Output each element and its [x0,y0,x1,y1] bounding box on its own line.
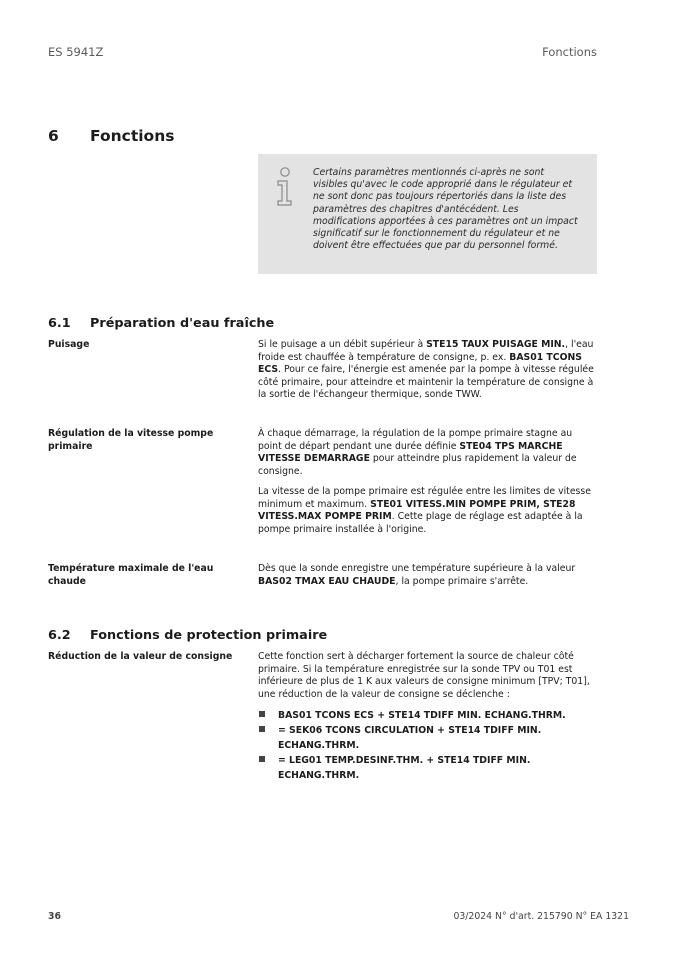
info-note-box [258,154,597,274]
chapter-title: Fonctions [90,127,175,145]
section-6-1-title: Préparation d'eau fraîche [90,316,275,331]
text-regulation-p1: À chaque démarrage, la régulation de la pompe primaire stagne au point de départ pendant une durée définie STE04 TPS MARCHE VITESSE DEMARRAGE pour atteindre plus rapidement la valeur de consigne. [258,428,577,477]
setpoint-bullet-list [258,708,608,783]
header-doc-id: ES 5941Z [48,45,104,59]
section-6-2-number: 6.2 [48,628,71,643]
label-regulation-vitesse: Régulation de la vitesse pompe primaire [48,428,214,452]
info-icon [274,167,296,207]
bullet-square-icon [259,756,265,762]
page-number: 36 [48,911,61,922]
text-reduction-consigne: Cette fonction sert à décharger fortement la source de chaleur côté primaire. Si la température enregistrée sur la sonde TPV ou T01 est inférieure de plus de 1 K aux valeurs de consigne minimum [TPV; T01], une réduction de la valeur de consigne se déclenche : [258,651,590,700]
chapter-number: 6 [48,127,59,145]
bullet-square-icon [259,726,265,732]
list-item: = SEK06 TCONS CIRCULATION + STE14 TDIFF MIN. ECHANG.THRM. [258,723,608,753]
note-text: Certains paramètres mentionnés ci-après ne sont visibles qu'avec le code approprié dans le régulateur et ne sont donc pas toujours répertoriés dans la liste des paramètres des chapitres d'antécédent. Les modifications apportées à ces paramètres ont un impact significatif sur le fonctionnement du régulateur et ne doivent être effectuées que par du personnel formé. [313,167,578,252]
list-item: = LEG01 TEMP.DESINF.THM. + STE14 TDIFF MIN. ECHANG.THRM. [258,753,608,783]
label-puisage: Puisage [48,339,90,350]
list-item: BAS01 TCONS ECS + STE14 TDIFF MIN. ECHANG.THRM. [258,708,608,723]
section-6-2-title: Fonctions de protection primaire [90,628,328,643]
label-reduction-consigne: Réduction de la valeur de consigne [48,651,233,662]
bullet-square-icon [259,711,265,717]
section-6-1-number: 6.1 [48,316,71,331]
text-regulation-p2: La vitesse de la pompe primaire est régulée entre les limites de vitesse minimum et maximum. STE01 VITESS.MIN POMPE PRIM, STE28 VITESS.MAX POMPE PRIM. Cette plage de réglage est adaptée à la pompe primaire installée à l'origine. [258,486,591,535]
text-temperature-max: Dès que la sonde enregistre une température supérieure à la valeur BAS02 TMAX EAU CHAUDE, la pompe primaire s'arrête. [258,563,576,587]
footer-reference: 03/2024 N° d'art. 215790 N° EA 1321 [453,911,629,922]
header-section: Fonctions [542,45,597,59]
text-puisage: Si le puisage a un débit supérieur à STE15 TAUX PUISAGE MIN., l'eau froide est chauffée à température de consigne, p. ex. BAS01 TCONS ECS. Pour ce faire, l'énergie est amenée par la pompe à vitesse régulée côté primaire, pour atteindre et maintenir la température de consigne à la sortie de l'échangeur thermique, sonde TWW. [258,339,594,400]
label-temperature-max: Température maximale de l'eau chaude [48,563,214,587]
